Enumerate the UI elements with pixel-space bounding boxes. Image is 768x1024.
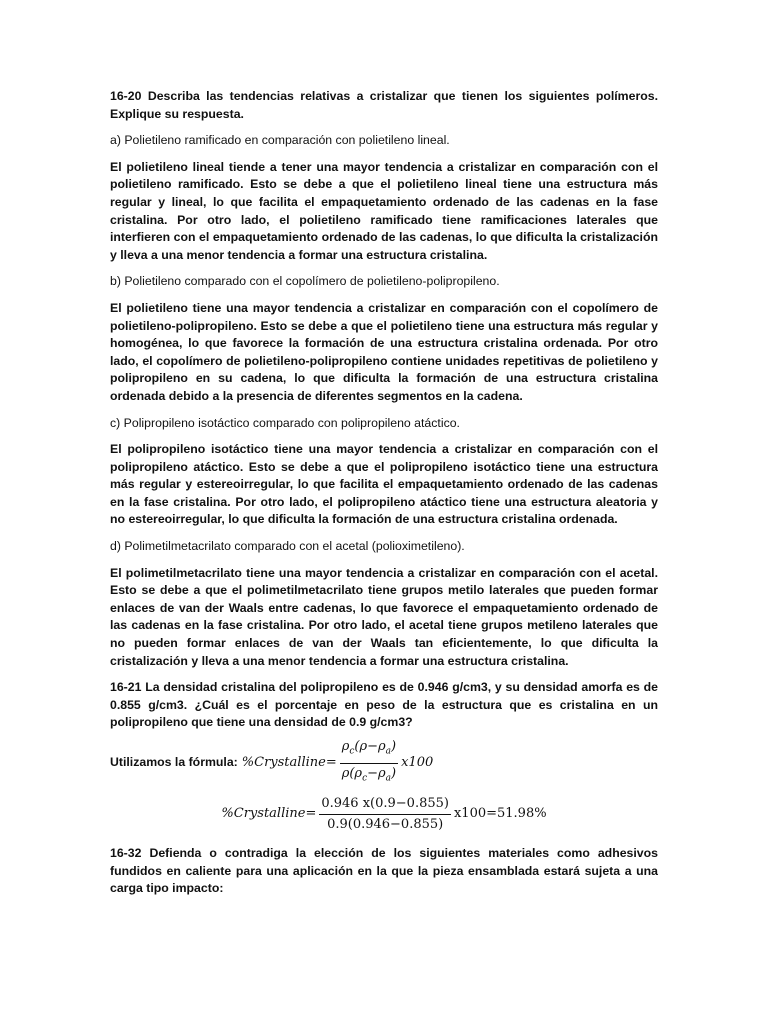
calc-lhs: %Crystalline= [221, 806, 317, 822]
answer-b: El polietileno tiene una mayor tendencia a cristalizar en comparación con el copolímero de polietileno-polipropileno. Esto se debe a que el polietileno tiene una estructura más regular y homogénea, lo que favorece la formación de una estructura cristalina ordenada. Por otro lado, el copolímero de polietileno-polipropileno contiene unidades repetitivas de polietileno y polipropileno en su cadena, lo que dificulta la formación de una estructura cristalina ordenada debido a la presencia de diferentes segmentos en la cadena. [110, 300, 658, 403]
formula-numerator: $\rho_c(\rho-\rho_a)$ [340, 738, 398, 763]
calc-denominator: 0.9(0.946−0.855) [327, 816, 444, 832]
answer-d: El polimetilmetacrilato tiene una mayor tendencia a cristalizar en comparación con el acetal. Esto se debe a que el polimetilmetacrilato tiene grupos metilo laterales que pueden formar enlaces de van der Waals entre cadenas, lo que favorece el empaquetamiento ordenado de las cadenas en la fase cristalina. Por otro lado, el acetal tiene grupos metileno laterales que no pueden formar enlaces de van der Waals tan eficientemente, lo que dificulta la cristalización y lleva a una menor tendencia a formar una estructura cristalina. [110, 565, 658, 668]
document-body [110, 88, 658, 907]
calculation [221, 795, 546, 833]
question-text: Describa las tendencias relativas a cristalizar que tienen los siguientes polímeros. Explique su respuesta. [110, 89, 658, 121]
subquestion-d: d) Polimetilmetacrilato comparado con el acetal (polioximetileno). [110, 539, 465, 554]
question-text: Defienda o contradiga la elección de los siguientes materiales como adhesivos fundidos en caliente para una aplicación en la que la pieza ensamblada estará sujeta a una carga tipo impacto: [110, 846, 658, 896]
formula-fraction [340, 738, 398, 787]
question-number: 16-21 [110, 680, 142, 695]
question-number: 16-32 [110, 846, 142, 860]
question-number: 16-20 [110, 89, 142, 103]
question-16-20 [110, 88, 658, 123]
subquestion-b: b) Polietileno comparado con el copolímero de polietileno-polipropileno. [110, 274, 500, 289]
answer-a: El polietileno lineal tiende a tener una mayor tendencia a cristalizar en comparación con el polietileno ramificado. Esto se debe a que el polietileno lineal tiene una estructura más regular y lineal, lo que facilita el empaquetamiento ordenado de las cadenas en la fase cristalina. Por otro lado, el polietileno ramificado tiene ramificaciones laterales que interfieren con el empaquetamiento ordenado de las cadenas, lo que dificulta la cristalización y lleva a una menor tendencia a formar una estructura cristalina. [110, 159, 658, 262]
question-16-21 [110, 679, 658, 732]
question-16-32 [110, 845, 658, 898]
crystallinity-formula [242, 738, 434, 787]
question-text: La densidad cristalina del polipropileno es de 0.946 g/cm3, y su densidad amorfa es de 0.855 g/cm3. ¿Cuál es el porcentaje en peso de la estructura que es cristalina en un polipropileno que tiene una densidad de 0.9 g/cm3? [110, 680, 658, 730]
calc-numerator: 0.946 x(0.9−0.855) [319, 795, 451, 815]
formula-multiplier: x100 [401, 755, 434, 771]
formula-general [110, 741, 658, 785]
subquestion-a: a) Polietileno ramificado en comparación con polietileno lineal. [110, 133, 450, 148]
formula-denominator: $\rho(\rho_c-\rho_a)$ [341, 765, 397, 784]
formula-lead: Utilizamos la fórmula: [110, 755, 238, 770]
formula-substituted [110, 791, 658, 837]
calc-fraction [319, 795, 451, 833]
subquestion-c: c) Polipropileno isotáctico comparado con polipropileno atáctico. [110, 415, 460, 430]
calc-result: x100=51.98% [453, 806, 547, 822]
formula-lhs: %Crystalline= [241, 755, 337, 771]
answer-c: El polipropileno isotáctico tiene una mayor tendencia a cristalizar en comparación con el polipropileno atáctico. Esto se debe a que el polipropileno isotáctico tiene una estructura más regular y estereoirregular, lo que facilita el empaquetamiento ordenado de las cadenas en la fase cristalina. Por otro lado, el polipropileno atáctico tiene una estructura aleatoria y no estereoirregular, lo que dificulta la formación de una estructura cristalina ordenada. [110, 442, 658, 527]
